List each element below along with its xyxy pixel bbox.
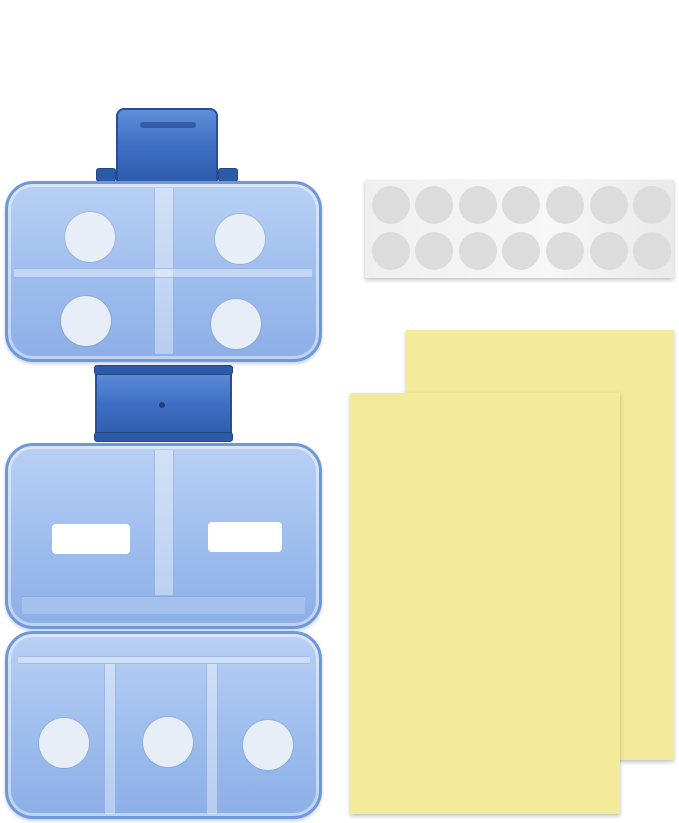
day-sticker [590, 232, 628, 270]
day-label-tue [215, 214, 265, 264]
hinge [94, 432, 233, 442]
pill-name-label [52, 524, 130, 554]
day-label-thu [211, 299, 261, 349]
day-sticker [502, 232, 540, 270]
blank-label-sheet-front [350, 393, 620, 814]
number-day-sticker-sheet [365, 180, 674, 278]
day-sticker [459, 232, 497, 270]
number-sticker [633, 186, 671, 224]
day-label-sat [143, 717, 193, 767]
number-sticker [590, 186, 628, 224]
middle-case [5, 443, 322, 629]
day-label-wed [61, 296, 111, 346]
number-sticker [502, 186, 540, 224]
number-sticker [415, 186, 453, 224]
number-sticker [459, 186, 497, 224]
number-sticker [546, 186, 584, 224]
middle-clip [95, 368, 232, 440]
day-sticker [415, 232, 453, 270]
top-clip [116, 108, 218, 184]
day-sticker [372, 232, 410, 270]
pill-name-label [208, 522, 282, 552]
day-sticker [633, 232, 671, 270]
day-label-fri [39, 718, 89, 768]
top-case [5, 181, 322, 362]
hinge [96, 168, 116, 182]
number-sticker [372, 186, 410, 224]
hinge [94, 365, 233, 375]
day-sticker [546, 232, 584, 270]
bottom-case [5, 631, 322, 819]
day-label-mon [65, 212, 115, 262]
hinge [218, 168, 238, 182]
day-label-sun [243, 720, 293, 770]
